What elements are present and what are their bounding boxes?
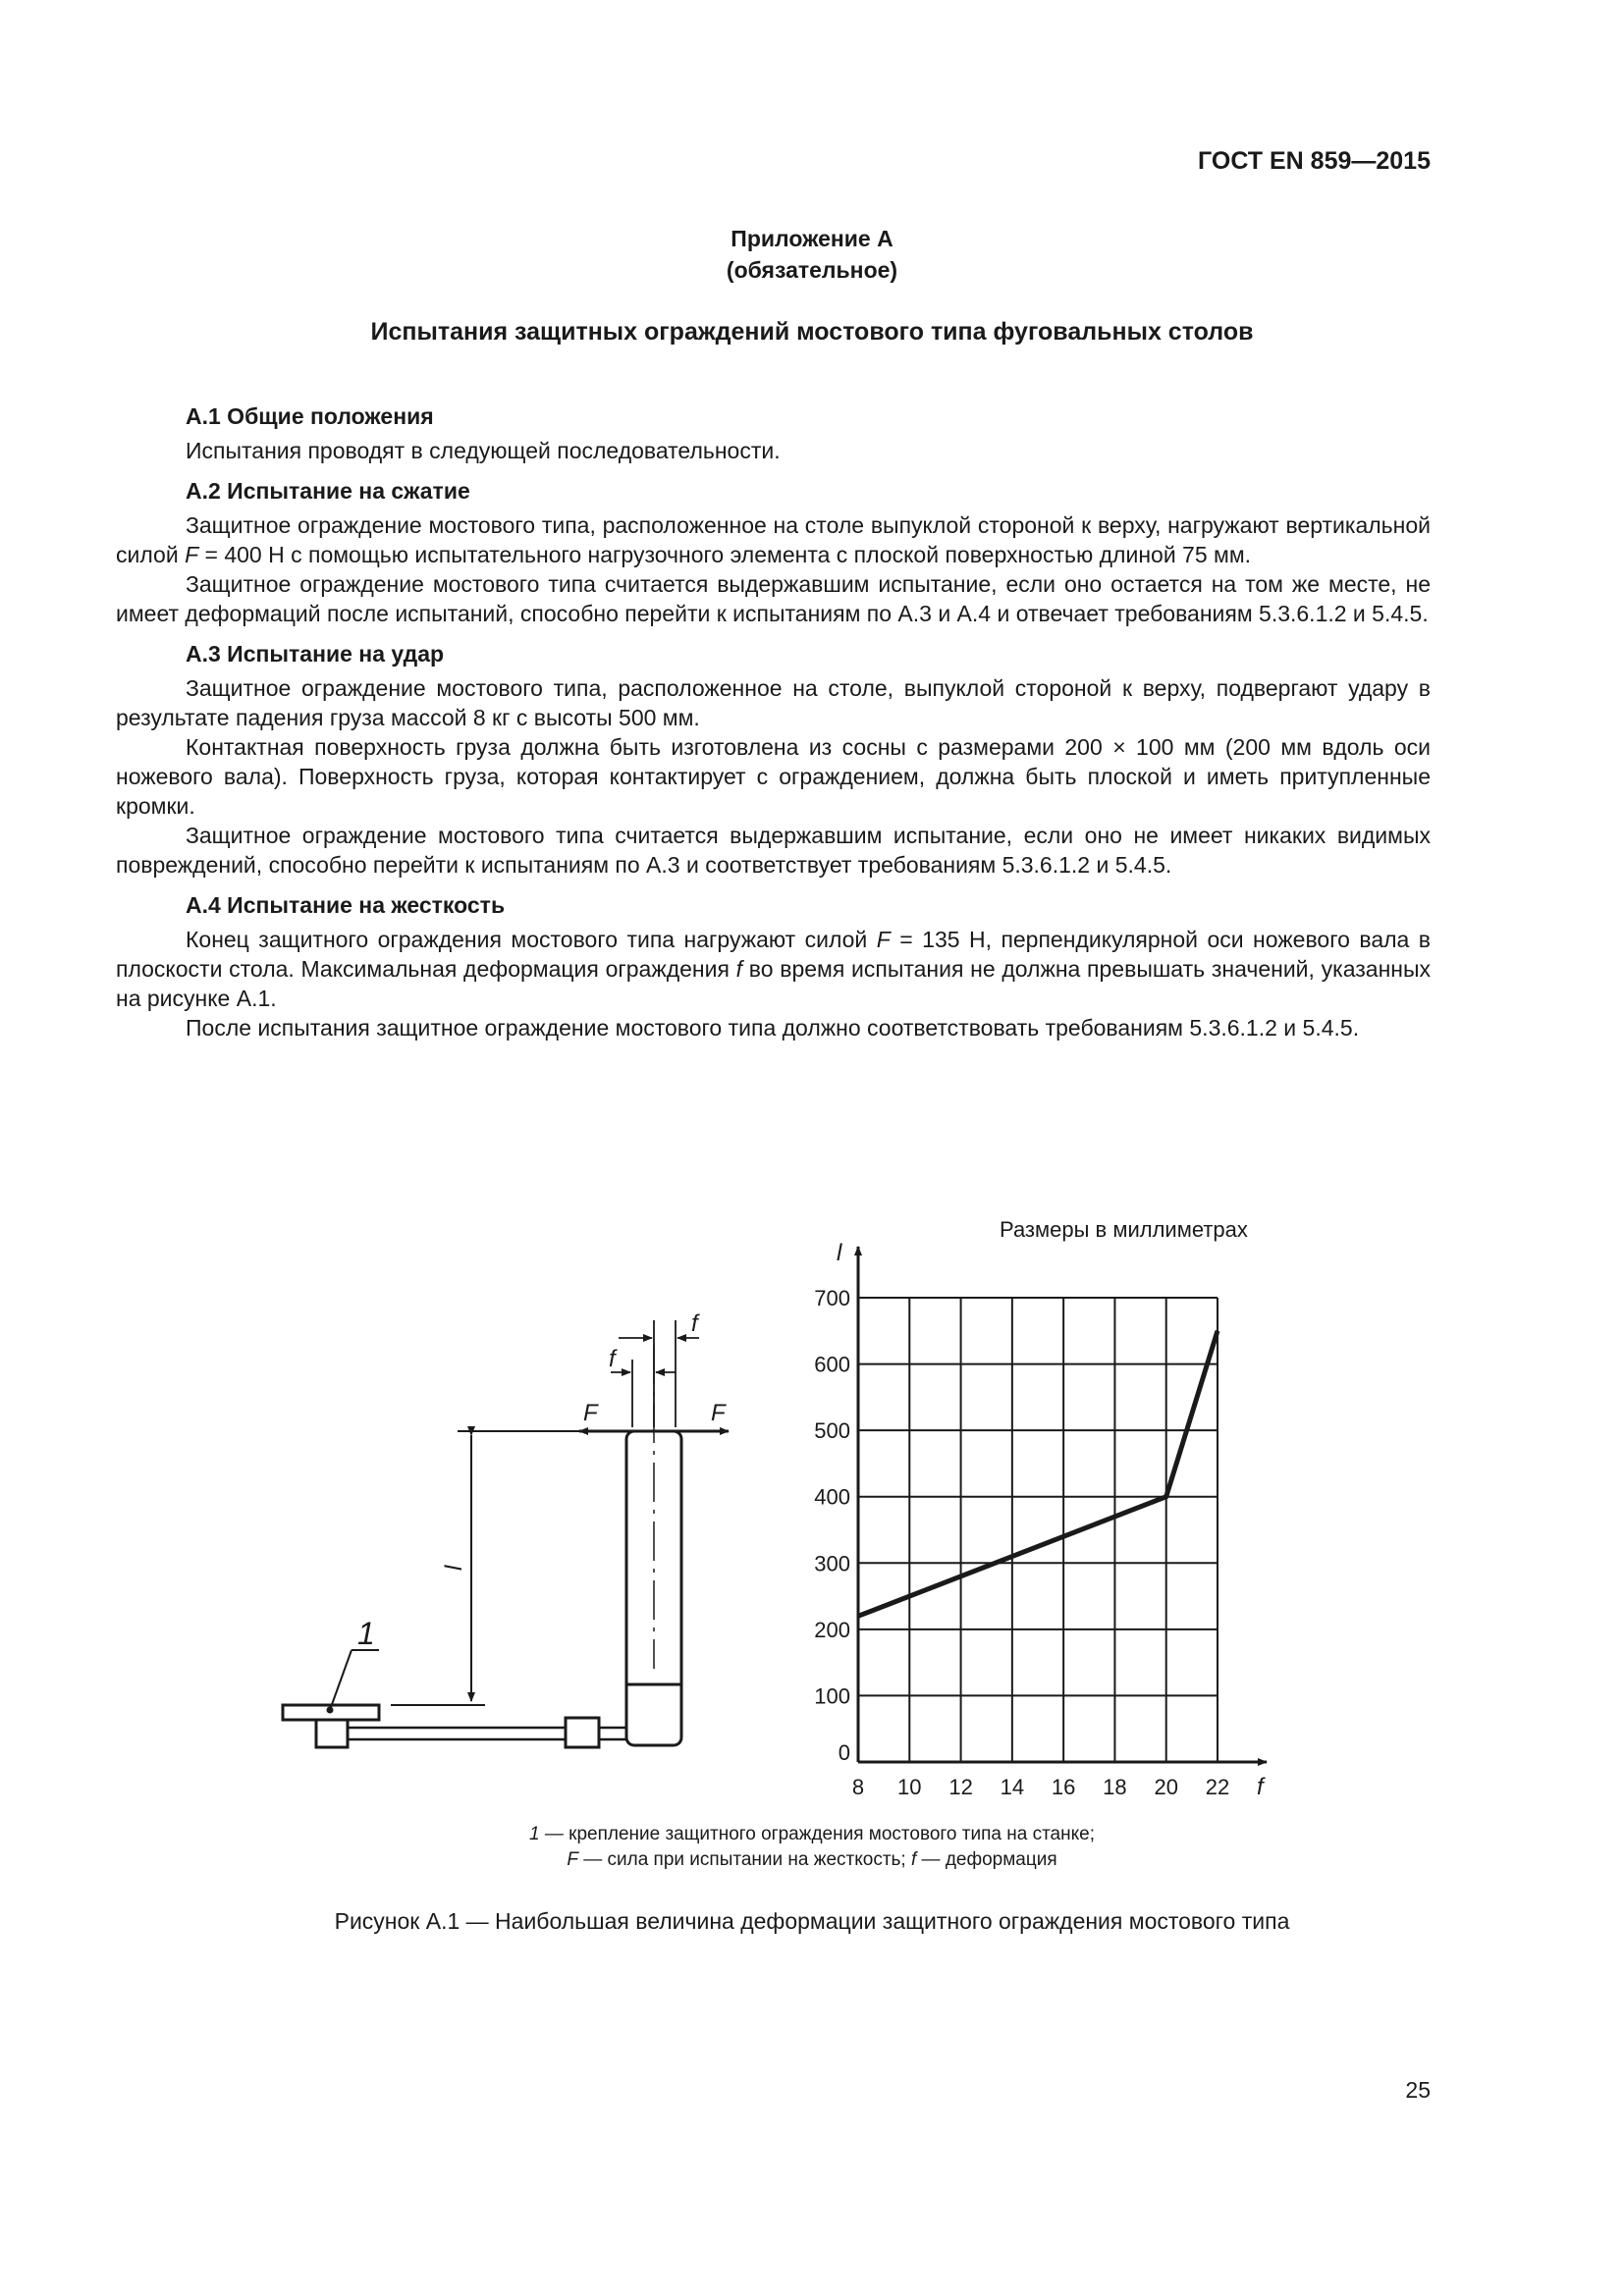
section-a2-heading: А.2 Испытание на сжатие [186,478,470,504]
document-code: ГОСТ EN 859—2015 [1198,147,1431,175]
section-a2-paragraph-1 [116,510,1431,569]
legend-variable-f: f [910,1849,917,1870]
appendix-status: (обязательное) [726,257,898,283]
item1-label: 1 [357,1616,375,1651]
item1-leader [330,1650,352,1710]
legend-text: — деформация [916,1849,1057,1870]
y-tick-label: 600 [814,1352,850,1377]
chart-axes [858,1247,1267,1762]
variable-F: F [185,542,199,567]
section-a1-heading: А.1 Общие положения [186,403,434,429]
deformation-chart [814,1240,1267,1800]
figure-legend-line-2 [0,1849,1624,1871]
x-tick-label: 14 [1000,1775,1025,1799]
legend-item-number: 1 [529,1824,540,1844]
section-a1-paragraph: Испытания проводят в следующей последовательности. [186,438,781,463]
y-tick-label: 300 [814,1551,850,1576]
figure-legend-line-1 [0,1824,1624,1845]
text-run: во время испытания не должна превышать значений, указанных на рисунке А.1. [116,956,1431,1011]
section-a3-paragraph-1: Защитное ограждение мостового типа, расположенное на столе, выпуклой стороной к верху, подвергают удару в результате падения груза массой 8 кг с высоты 500 мм. [116,675,1431,730]
x-tick-label: 16 [1051,1775,1076,1799]
variable-f: f [735,956,743,982]
sketch-labels [357,1310,727,1651]
variable-F: F [876,927,891,952]
figure-caption: Рисунок А.1 — Наибольшая величина деформации защитного ограждения мостового типа [334,1908,1290,1934]
dimensions-note: Размеры в миллиметрах [1000,1217,1248,1242]
appendix-main-title: Испытания защитных ограждений мостового типа фуговальных столов [370,318,1254,346]
item1-leader-dot [327,1707,333,1713]
series-line-0 [858,1331,1218,1617]
y-tick-label: 400 [814,1484,850,1510]
y-axis-label: l [837,1240,842,1266]
section-a4-heading: А.4 Испытание на жесткость [186,892,506,918]
legend-variable-F: F [567,1849,578,1870]
y-tick-label: 700 [814,1286,850,1310]
bridge-guard-sketch [283,1320,729,1747]
x-tick-label: 8 [851,1775,865,1799]
chart-tick-labels [814,1240,1266,1800]
text-run: = 400 Н с помощью испытательного нагрузочного элемента с плоской поверхностью длиной 75 мм. [198,542,1252,567]
chart-series [858,1331,1218,1617]
section-a2-paragraph-2: Защитное ограждение мостового типа считается выдержавшим испытание, если оно остается на том же месте, не имеет деформаций после испытаний, способно перейти к испытаниям по А.3 и А.4 и отвечает требованиям 5.3.6.1.2 и 5.4.5. [116,571,1431,626]
y-tick-label: 100 [814,1683,850,1709]
section-a4-paragraph-1 [116,925,1431,1013]
section-a3-paragraph-3: Защитное ограждение мостового типа считается выдержавшим испытание, если оно не имеет никаких видимых повреждений, способно перейти к испытаниям по А.3 и соответствует требованиям 5.3.6.1.2 и 5.4.5. [116,823,1431,878]
text-run: = 135 Н, перпендикулярной оси ножевого вала в плоскости стола. Максимальная деформация ограждения [116,927,1431,982]
x-tick-label: 20 [1154,1775,1178,1799]
y-tick-label: 200 [814,1617,850,1642]
mount-plate [283,1705,379,1720]
f-label-left: f [609,1346,616,1372]
x-tick-label: 12 [948,1775,973,1799]
legend-text: — крепление защитного ограждения мостового типа на станке; [539,1824,1095,1844]
guard-column [626,1431,681,1745]
F-label-right: F [711,1400,726,1426]
x-tick-label: 10 [897,1775,922,1799]
l-label: l [441,1565,467,1571]
text-run: Защитное ограждение мостового типа, расположенное на столе выпуклой стороной к верху, нагружают вертикальной силой [116,512,1431,567]
x-tick-label: 18 [1103,1775,1127,1799]
mount-block [316,1720,348,1747]
f-label-right: f [691,1310,698,1337]
document-body [116,391,1431,1042]
section-a3-paragraph-2: Контактная поверхность груза должна быть изготовлена из сосны с размерами 200 × 100 мм (200 мм вдоль оси ножевого вала). Поверхность груза, которая контактирует с ограждением, должна быть плоской и иметь притупленные кромки. [116,734,1431,819]
section-a4-paragraph-2: После испытания защитное ограждение мостового типа должно соответствовать требованиям 5.3.6.1.2 и 5.4.5. [186,1015,1360,1041]
legend-text: — сила при испытании на жесткость; [577,1849,911,1870]
rod-coupling [566,1718,599,1747]
appendix-title: Приложение А [731,226,893,251]
chart-grid [858,1298,1218,1762]
section-a3-heading: А.3 Испытание на удар [186,641,445,667]
F-label-left: F [583,1400,598,1426]
y-tick-label: 500 [814,1418,850,1444]
x-axis-label: f [1257,1774,1264,1800]
y-tick-label: 0 [838,1740,850,1765]
page-number: 25 [1405,2077,1431,2103]
text-run: Конец защитного ограждения мостового типа нагружают силой [186,927,877,952]
x-tick-label: 22 [1205,1775,1230,1799]
